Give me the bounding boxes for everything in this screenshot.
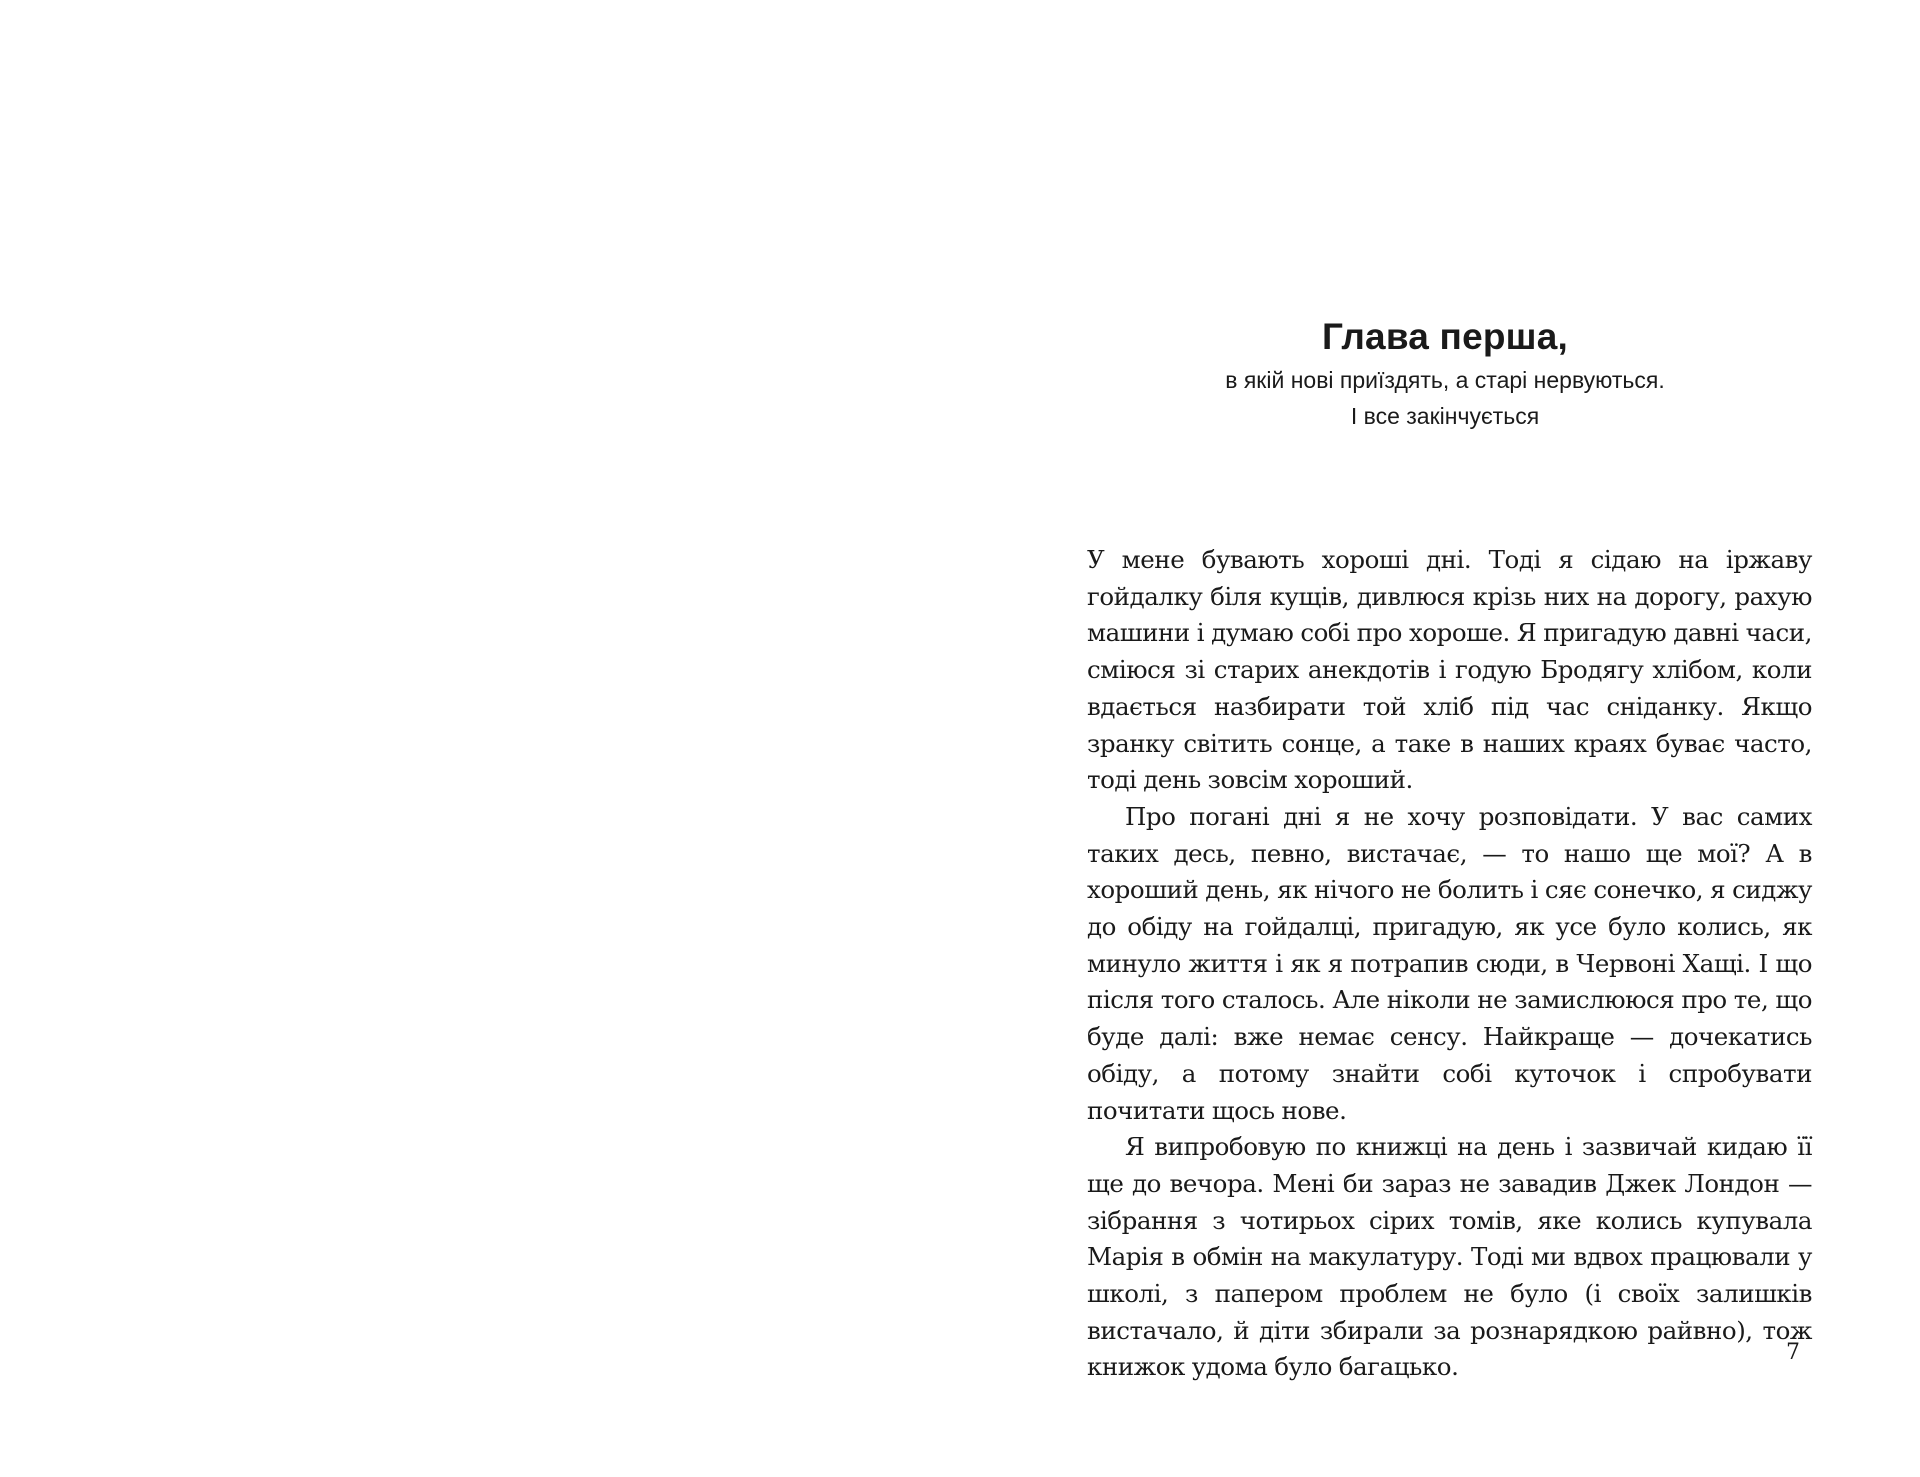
chapter-title: Глава перша, xyxy=(1322,316,1568,357)
paragraph-1: У мене бувають хороші дні. Тоді я сідаю на іржаву гойдалку біля кущів, дивлюся крізь них на дорогу, рахую машини і думаю собі про хороше. Я пригадую давні часи, сміюся зі старих анекдотів і годую Бродягу хлібом, коли вдається назбирати той хліб під час сніданку. Якщо зранку світить сонце, а таке в наших краях буває часто, тоді день зовсім хороший. xyxy=(1087,545,1812,795)
chapter-subtitle-line-2: І все закінчується xyxy=(1350,403,1540,429)
chapter-subtitle-line-1: в якій нові приїздять, а старі нервуються. xyxy=(1225,367,1665,393)
paragraph-3: Я випробовую по книжці на день і зазвичай кидаю її ще до вечора. Мені би зараз не завадив Джек Лондон — зібрання з чотирьох сірих томів, яке колись купувала Марія в обмін на макулатуру. Тоді ми вдвох працювали у школі, з папером проблем не було (і своїх залишків вистачало, й діти збирали за рознарядкою райвно), тож книжок удома було багацько. xyxy=(1087,1132,1812,1382)
chapter-body-text xyxy=(1087,542,1812,1386)
page-number: 7 xyxy=(1786,1340,1800,1365)
paragraph-2: Про погані дні я не хочу розповідати. У вас самих таких десь, певно, вистачає, — то нашо ще мої? А в хороший день, як нічого не болить і сяє сонечко, я сиджу до обіду на гойдалці, пригадую, як усе було колись, як минуло життя і як я потрапив сюди, в Червоні Хащі. І що після того сталось. Але ніколи не замислююся про те, що буде далі: вже немає сенсу. Найкраще — дочекатись обіду, а потому знайти собі куточок і спробувати почитати щось нове. xyxy=(1087,801,1812,1125)
chapter-heading xyxy=(1085,312,1805,434)
